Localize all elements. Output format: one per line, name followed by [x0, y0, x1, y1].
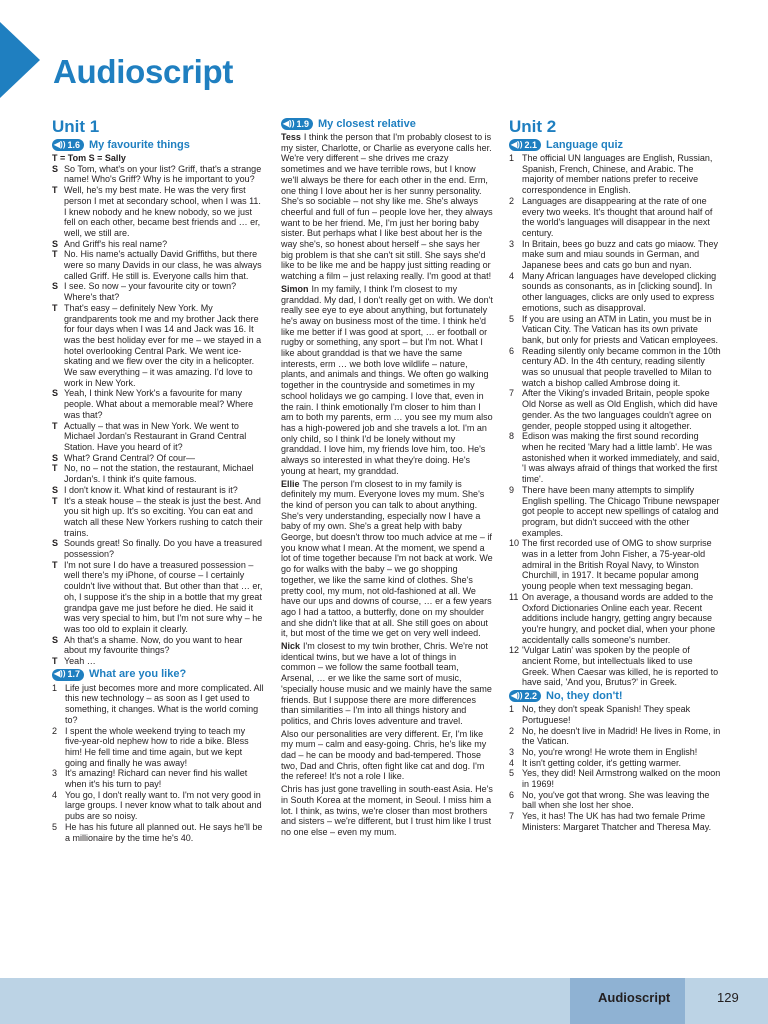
section-title: Language quiz — [546, 138, 623, 151]
monologue-list — [281, 132, 493, 838]
list-item — [509, 704, 721, 725]
line-text: Ah that's a shame. Now, do you want to hear about my favourite things? — [64, 634, 243, 656]
speaker-name: Nick — [281, 641, 301, 652]
section-heading-2-2 — [509, 690, 721, 702]
dialogue-line — [52, 303, 264, 389]
audio-track-badge — [52, 669, 84, 681]
dialogue-line — [52, 656, 264, 667]
speaker-initial: T — [52, 185, 58, 196]
track-number: 1.6 — [67, 139, 80, 150]
speaker-initial: T — [52, 302, 58, 313]
item-number: 1 — [52, 682, 58, 693]
dialogue-line — [52, 453, 264, 464]
paragraph-text: The person I'm closest to in my family is definitely my mum. Everyone loves my mum. She's the kind of person you can talk to about anything. She's very understanding, especially now I have a baby of my own. She's a great help with baby George, but doesn't throw too much advice at me – if you know what I mean. At the moment, we spend a lot of time together because I'm not back at work. We go for walks with the baby – we go shopping together, we like the same kind of clothes. She's pretty cool, my mum, not old-fashioned at all. We have our ups and downs of course, … er a few years ago I had a tattoo, a butterfly, done on my shoulder and she didn't like that at all. She still goes on about it, but most of the time we get on very well indeed. — [281, 478, 493, 639]
corner-arrow-shape — [0, 22, 40, 98]
line-text: On average, a thousand words are added to the Oxford Dictionaries Online each year. Recent additions include hangry, getting angry because you're hungry, and pocket dial, when your phone accidentally calls someone's number. — [522, 591, 716, 645]
item-number: 2 — [52, 725, 58, 736]
line-text: Yes, it has! The UK has had two female Prime Ministers: Margaret Thatcher and Theresa May. — [522, 811, 712, 832]
speaker-name: Tess — [281, 132, 301, 142]
speaker-name: Simon — [281, 283, 309, 294]
line-text: Actually – that was in New York. We went to Michael Jordan's Restaurant in Grand Central Station. Have you heard of it? — [64, 420, 247, 452]
section-title: No, they don't! — [546, 689, 623, 702]
paragraph-text: Chris has just gone travelling in south-east Asia. He's in South Korea at the moment, in Seoul. I miss him a lot. I think, as twins, we're closer than most brothers and sisters – we're different, but I trust him like I trust no one else – even my mum. — [281, 784, 493, 837]
track-number: 2.1 — [524, 139, 537, 150]
line-text: There have been many attempts to simplify English spelling. The Chicago Tribune newspaper got people to accept new spellings of catalog and program, but didn't succeed with the other examples. — [522, 484, 720, 538]
numbered-list — [509, 153, 721, 688]
monologue-paragraph — [281, 132, 493, 282]
line-text: He has his future all planned out. He says he'll be a millionaire by the time he's 40. — [65, 821, 263, 843]
list-item — [509, 431, 721, 485]
line-text: In Britain, bees go buzz and cats go miaow. They make sum and miau sounds in German, and Japanese bees and cats go bun and nyan. — [522, 238, 718, 271]
section-heading-1-9 — [281, 118, 493, 130]
column-unit-1 — [52, 118, 264, 843]
line-text: No, they don't speak Spanish! They speak Portuguese! — [522, 704, 691, 725]
dialogue-line — [52, 281, 264, 302]
unit-heading: Unit 1 — [52, 117, 100, 136]
footer-label: Audioscript — [598, 990, 671, 1005]
audio-track-badge — [509, 690, 541, 702]
line-text: Many African languages have developed clicking sounds as consonants, as in [clicking sound]. In other languages, clicks are only used to express emotions, such as disapproval. — [522, 270, 717, 313]
line-text: And Griff's his real name? — [64, 238, 168, 249]
page-title: Audioscript — [53, 53, 234, 90]
monologue-paragraph — [281, 729, 493, 783]
item-number: 3 — [52, 768, 58, 779]
list-item — [509, 153, 721, 196]
item-number: 4 — [509, 757, 515, 768]
dialogue-line — [52, 560, 264, 635]
item-number: 1 — [509, 153, 515, 163]
speaker-icon: ◀)) — [283, 118, 295, 128]
dialogue-line — [52, 485, 264, 496]
dialogue-line — [52, 463, 264, 484]
speaker-initial: S — [52, 538, 59, 549]
list-item — [509, 239, 721, 271]
list-item — [509, 388, 721, 431]
list-item — [509, 592, 721, 646]
line-text: Well, he's my best mate. He was the very first person I met at secondary school, when I was 11. I knew nobody and he knew nobody, so we just fell on each other, became best friends and … er, well, we still are. — [64, 185, 261, 238]
item-number: 7 — [509, 388, 515, 399]
list-item — [509, 768, 721, 789]
list-item — [509, 271, 721, 314]
line-text: Yeah … — [64, 656, 96, 667]
dialogue-line — [52, 388, 264, 420]
column-relatives — [281, 118, 493, 840]
line-text: No. His name's actually David Griffiths, but there were so many Davids in our class, he was always called Griff. He still is. Everyone calls him that. — [64, 249, 262, 281]
line-text: Yes, they did! Neil Armstrong walked on the moon in 1969! — [522, 768, 721, 790]
speaker-initial: S — [52, 238, 59, 249]
unit-heading: Unit 2 — [509, 117, 557, 136]
dialogue-line — [52, 635, 264, 656]
list-item — [509, 747, 721, 758]
list-item — [509, 314, 721, 346]
line-text: I don't know it. What kind of restaurant is it? — [64, 484, 238, 495]
list-item — [52, 768, 264, 789]
line-text: You go, I don't really want to. I'm not very good in large groups. I never know what to talk about and pubs are so noisy. — [65, 789, 262, 822]
speaker-initial: S — [52, 163, 59, 174]
list-item — [509, 485, 721, 539]
list-item — [52, 790, 264, 822]
line-text: It's amazing! Richard can never find his wallet when it's his turn to pay! — [65, 768, 248, 790]
dialogue-line — [52, 421, 264, 453]
audio-track-badge — [281, 118, 313, 130]
monologue-paragraph — [281, 784, 493, 838]
item-number: 10 — [509, 538, 520, 549]
line-text: I spent the whole weekend trying to teach my five-year-old nephew how to ride a bike. Bless him! He fell time and time again, but we kept going and finally he was away! — [65, 725, 249, 768]
dialogue-line — [52, 164, 264, 185]
monologue-paragraph — [281, 479, 493, 640]
speaker-initial: T — [52, 495, 58, 506]
line-text: No, he doesn't live in Madrid! He lives in Rome, in the Vatican. — [522, 725, 721, 747]
speaker-legend: T = Tom S = Sally — [52, 153, 126, 163]
section-heading-1-6 — [52, 139, 264, 151]
line-text: That's easy – definitely New York. My grandparents took me and my brother Jack there for four days when I was 14 and Jack was 16. It was the best holiday ever for me – we stayed in a hotel overlooking Central Park. We went ice-skating and we flew over the city in a helicopter. We saw everything – it was amazing. I'd love to work in New York. — [64, 302, 262, 388]
line-text: I see. So now – your favourite city or town? Where's that? — [64, 281, 237, 303]
dialogue-line — [52, 496, 264, 539]
speaker-icon: ◀)) — [511, 690, 523, 700]
dialogue-list — [52, 164, 264, 667]
monologue-paragraph — [281, 641, 493, 727]
paragraph-text: Also our personalities are very different. Er, I'm like my mum – calm and easy-going. Chris, he's like my dad – he can be moody and bad-tempered. Those two, Dad and Chris, often fight like cat and dog. I'm the referee! It's not a role I like. — [281, 728, 487, 782]
list-item — [509, 758, 721, 769]
section-title: What are you like? — [89, 668, 187, 681]
list-item — [52, 822, 264, 843]
line-text: The first recorded use of OMG to show surprise was in a letter from John Fisher, a 75-year-old admiral in the British Royal Navy, to Winston Churchill, in 1917. It became popular among young people when text messaging began. — [522, 538, 712, 592]
item-number: 5 — [52, 821, 58, 832]
line-text: What? Grand Central? Of cour— — [64, 452, 196, 463]
speaker-initial: S — [52, 484, 59, 495]
line-text: Life just becomes more and more complicated. All this new technology – as soon as I get used to something, it changes. What is the world coming to? — [65, 682, 264, 725]
item-number: 8 — [509, 431, 515, 442]
numbered-list — [509, 704, 721, 832]
item-number: 1 — [509, 704, 515, 715]
speaker-initial: T — [52, 420, 58, 431]
track-number: 1.7 — [67, 669, 80, 680]
item-number: 5 — [509, 768, 515, 779]
item-number: 2 — [509, 195, 515, 206]
item-number: 3 — [509, 238, 515, 249]
item-number: 3 — [509, 746, 515, 757]
section-title: My favourite things — [89, 138, 190, 151]
speaker-initial: S — [52, 634, 59, 645]
speaker-name: Ellie — [281, 478, 300, 489]
line-text: Reading silently only became common in the 10th century AD. In the 4th century, reading silently was so unusual that people travelled to Milan to watch a bishop called Ambrose doing it. — [522, 345, 721, 388]
list-item — [509, 726, 721, 747]
list-item — [509, 790, 721, 811]
speaker-initial: T — [52, 249, 58, 260]
audio-track-badge — [509, 139, 541, 151]
speaker-icon: ◀)) — [54, 139, 66, 149]
item-number: 11 — [509, 591, 519, 602]
line-text: 'Vulgar Latin' was spoken by the people of ancient Rome, but intellectuals liked to use Greek. When Caesar was killed, he is reported to have said, 'And you, Brutus?' in Greek. — [522, 645, 719, 688]
dialogue-line — [52, 249, 264, 281]
line-text: I'm not sure I do have a treasured possession – well there's my iPhone, of course – I certainly couldn't live without that. But other than that … er, oh, I suppose it's the ship in a bottle that my great grandpa gave me just before he died. He said it was very special to him, but I'm not sure why – he was too old to explain it clearly. — [64, 559, 263, 634]
line-text: Edison was making the first sound recording when he recited 'Mary had a little lamb'. He was astonished when it worked immediately, and said, 'I was always afraid of things that worked the first time'. — [522, 431, 720, 485]
list-item — [52, 683, 264, 726]
track-number: 2.2 — [524, 690, 537, 701]
list-item — [52, 726, 264, 769]
audio-track-badge — [52, 139, 84, 151]
line-text: If you are using an ATM in Latin, you must be in Vatican City. The Vatican has its own private bank, but only for priests and Vatican employees. — [522, 313, 718, 345]
list-item — [509, 538, 721, 592]
line-text: Languages are disappearing at the rate of one every two weeks. It's thought that around half of the world's languages will disappear in the next century. — [522, 195, 713, 238]
line-text: So Tom, what's on your list? Griff, that's a strange name! Who's Griff? Why is he important to you? — [64, 163, 262, 185]
line-text: It isn't getting colder, it's getting warmer. — [522, 757, 682, 768]
dialogue-line — [52, 185, 264, 239]
speaker-icon: ◀)) — [511, 139, 523, 149]
list-item — [509, 196, 721, 239]
line-text: No, you're wrong! He wrote them in English! — [522, 746, 698, 757]
speaker-initial: S — [52, 281, 59, 292]
line-text: No, no – not the station, the restaurant, Michael Jordan's. I think it's quite famous. — [64, 463, 254, 485]
item-number: 5 — [509, 313, 515, 324]
monologue-paragraph — [281, 284, 493, 477]
speaker-initial: T — [52, 656, 58, 667]
line-text: Sounds great! So finally. Do you have a treasured possession? — [64, 538, 262, 560]
section-heading-1-7 — [52, 669, 264, 681]
list-item — [509, 645, 721, 688]
list-item — [509, 346, 721, 389]
section-title: My closest relative — [318, 117, 416, 130]
item-number: 6 — [509, 345, 515, 356]
item-number: 7 — [509, 811, 515, 822]
item-number: 6 — [509, 789, 515, 800]
line-text: The official UN languages are English, Russian, Spanish, French, Chinese, and Arabic. The majority of member nations prefer to receive correspondence in English. — [522, 153, 713, 196]
line-text: No, you've got that wrong. She was leaving the ball when she lost her shoe. — [522, 789, 710, 811]
item-number: 2 — [509, 725, 515, 736]
numbered-list — [52, 683, 264, 844]
speaker-initial: S — [52, 452, 59, 463]
item-number: 12 — [509, 645, 520, 656]
footer-bar — [0, 978, 768, 1024]
line-text: Yeah, I think New York's a favourite for many people. What about a memorable meal? Where was that? — [64, 388, 254, 420]
dialogue-line — [52, 239, 264, 250]
column-unit-2 — [509, 118, 721, 833]
section-heading-2-1 — [509, 139, 721, 151]
paragraph-text: I'm closest to my twin brother, Chris. We're not identical twins, but we have a lot of things in common – we follow the same football team, Arsenal, … er we like the same sort of music, 'specially house music and we mainly have the same friends. But I suppose there are more differences than similarities – I'm into all things history and politics, and Chris loves adventure and travel. — [281, 641, 492, 726]
list-item — [509, 811, 721, 832]
speaker-icon: ◀)) — [54, 669, 66, 679]
track-number: 1.9 — [296, 118, 309, 129]
speaker-initial: T — [52, 463, 58, 474]
speaker-initial: T — [52, 559, 58, 570]
item-number: 9 — [509, 484, 515, 495]
item-number: 4 — [52, 789, 58, 800]
dialogue-line — [52, 538, 264, 559]
paragraph-text: In my family, I think I'm closest to my granddad. My dad, I don't really get on with. We don't really see eye to eye about anything, but fortunately he's away on business most of the time. I think he'd like me better if I was good at sport, … er football or rugby or something, any sport – but I'm not. What I like about granddad is that we have the same interests, erm … we both love wildlife – nature, plants, and animals and things. We often go walking together in the countryside and sometimes in my school holidays we go camping. I love that, even in the rain. I think emotionally I'm closer to him than I am to both my parents, erm … you see my mum also has a high-powered job and she travels a lot. I'm an only child, so I think I'd be lonely without my granddad. I love him, my friends love him, too. He's always so interested in what they're doing. He's young at heart, my granddad. — [281, 283, 493, 476]
paragraph-text: I think the person that I'm probably closest to is my sister, Charlotte, or Charlie as everyone calls her. We're very different – she drives me crazy sometimes and we have terrible rows, but I know we'll always be there for each other in the end. Erm, one thing I love about her is her sunny personality. She's so sociable – not shy like me. She's always cheerful and full of fun – people love her, they always want to be her friend. Me, I'm just her boring baby sister. But perhaps what I like best about her is the way she's, so honest about herself – she says her big problem is that she can't sit still. She says she'd like to be like me and be happy just sitting reading or watching a film – just relaxing really. I'm good at that! — [281, 132, 493, 282]
speaker-initial: S — [52, 388, 59, 399]
item-number: 4 — [509, 270, 515, 281]
line-text: It's a steak house – the steak is just the best. And you sit high up. It's so exciting. You can eat and watch all these New Yorkers rushing to catch their trains. — [64, 495, 263, 538]
line-text: After the Viking's invaded Britain, people spoke Old Norse as well as Old English, which did have gender. As the two languages couldn't agree on gender, people stopped using it altogether. — [522, 388, 718, 431]
page-number: 129 — [717, 990, 739, 1005]
